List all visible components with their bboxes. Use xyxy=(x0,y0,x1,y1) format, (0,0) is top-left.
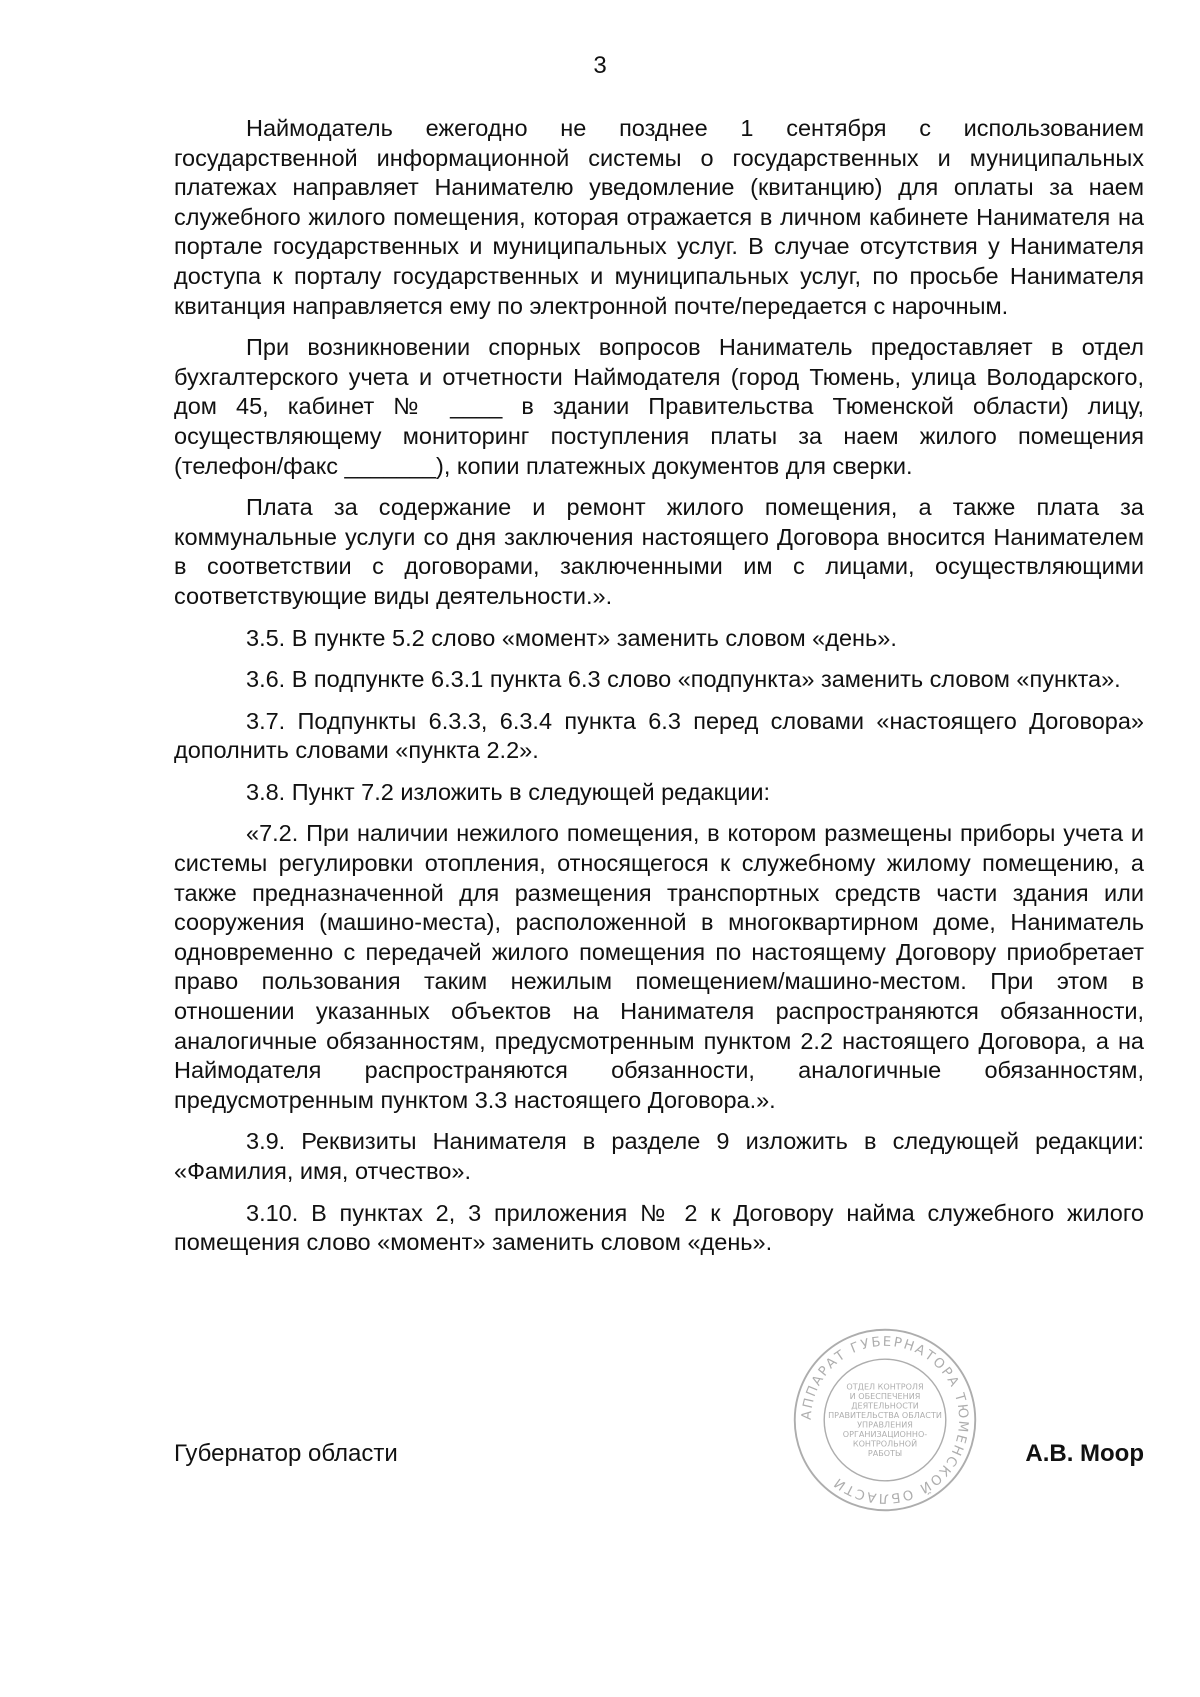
paragraph: 3.10. В пунктах 2, 3 приложения № 2 к Договору найма служебного жилого помещения слово «момент» заменить словом «день». xyxy=(174,1199,1144,1256)
seal-ring-text: АППАРАТ ГУБЕРНАТОРА ТЮМЕНСКОЙ ОБЛАСТИ xyxy=(799,1334,971,1506)
document-body xyxy=(174,114,1144,1270)
seal-center-line: РАБОТЫ xyxy=(867,1449,903,1459)
paragraph: 3.6. В подпункте 6.3.1 пункта 6.3 слово «подпункта» заменить словом «пункта». xyxy=(246,666,1121,693)
paragraph: 3.5. В пункте 5.2 слово «момент» заменить словом «день». xyxy=(246,624,897,651)
seal-center-line: И ОБЕСПЕЧЕНИЯ xyxy=(849,1392,921,1402)
seal-center-text xyxy=(828,1383,942,1459)
page-number: 3 xyxy=(593,52,607,79)
paragraph: 3.9. Реквизиты Нанимателя в разделе 9 изложить в следующей редакции: «Фамилия, имя, отчество». xyxy=(174,1128,1144,1184)
seal-center-line: КОНТРОЛЬНОЙ xyxy=(852,1439,918,1449)
seal-center-line: ДЕЯТЕЛЬНОСТИ xyxy=(851,1401,919,1411)
signature-block xyxy=(174,1440,1144,1480)
paragraph: 3.7. Подпункты 6.3.3, 6.3.4 пункта 6.3 перед словами «настоящего Договора» дополнить словами «пункта 2.2». xyxy=(174,707,1144,764)
paragraph: 3.8. Пункт 7.2 изложить в следующей редакции: xyxy=(246,778,771,805)
paragraph: Наймодатель ежегодно не позднее 1 сентября с использованием государственной информационной системы о государственных и муниципальных платежах направляет Нанимателю уведомление (квитанцию) для оплаты за наем служебного жилого помещения, которая отражается в личном кабинете Нанимателя на портале государственных и муниципальных услуг. В случае отсутствия у Нанимателя доступа к порталу государственных и муниципальных услуг, по просьбе Нанимателя квитанция направляется ему по электронной почте/передается с нарочным. xyxy=(174,115,1144,319)
signer-title: Губернатор области xyxy=(174,1440,398,1467)
seal-center-line: ОРГАНИЗАЦИОННО- xyxy=(842,1430,928,1440)
seal-center-line: ПРАВИТЕЛЬСТВА ОБЛАСТИ xyxy=(828,1411,942,1421)
paragraph: «7.2. При наличии нежилого помещения, в котором размещены приборы учета и системы регулировки отопления, относящегося к служебному жилому помещению, а также предназначенной для размещения транспортных средств части здания или сооружения (машино-места), расположенной в многоквартирном доме, Наниматель одновременно с передачей жилого помещения по настоящему Договору приобретает право пользования таким нежилым помещением/машино-местом. При этом в отношении указанных объектов на Нанимателя распространяются обязанности, аналогичные обязанностям, предусмотренным пунктом 2.2 настоящего Договора, а на Наймодателя распространяются обязанности, аналогичные обязанностям, предусмотренным пунктом 3.3 настоящего Договора.». xyxy=(174,820,1144,1113)
seal-center-line: УПРАВЛЕНИЯ xyxy=(857,1420,913,1430)
paragraph: Плата за содержание и ремонт жилого помещения, а также плата за коммунальные услуги со дня заключения настоящего Договора вносится Нанимателем в соответствии с договорами, заключенными им с лицами, осуществляющими соответствующие виды деятельности.». xyxy=(174,494,1144,609)
official-seal-stamp xyxy=(790,1325,980,1515)
paragraph: При возникновении спорных вопросов Наниматель предоставляет в отдел бухгалтерского учета и отчетности Наймодателя (город Тюмень, улица Володарского, дом 45, кабинет № ____ в здании Правительства Тюменской области) лицу, осуществляющему мониторинг поступления платы за наем жилого помещения (телефон/факс _______), копии платежных документов для сверки. xyxy=(174,334,1144,479)
signer-name: А.В. Моор xyxy=(1025,1440,1144,1467)
seal-center-line: ОТДЕЛ КОНТРОЛЯ xyxy=(846,1382,924,1392)
